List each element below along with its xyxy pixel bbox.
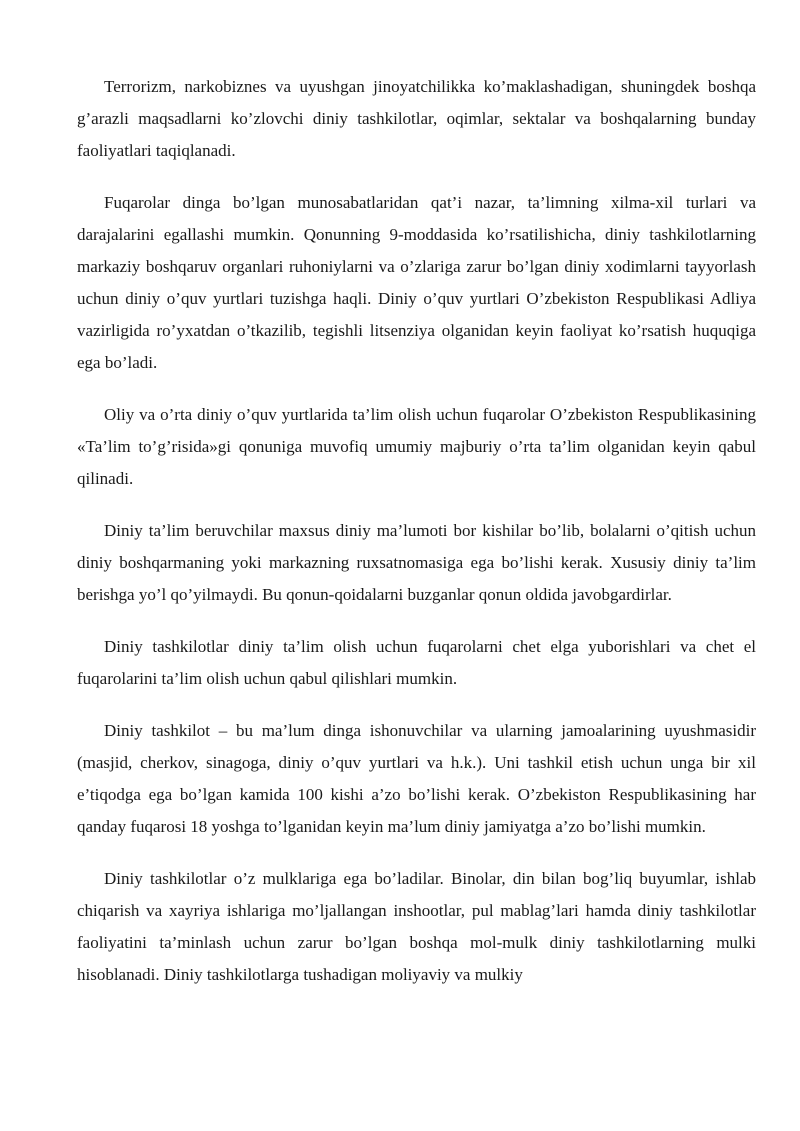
paragraph-7: Diniy tashkilotlar o’z mulklariga ega bo’ladilar. Binolar, din bilan bog’liq buyumlar, ishlab chiqarish va xayriya ishlariga mo’ljallangan inshootlar, pul mablag’lari hamda diniy tashkilotlar faoliyatini ta’minlash uchun zarur bo’lgan boshqa mol-mulk diniy tashkilotlarning mulki hisoblanadi. Diniy tashkilotlarga tushadigan moliyaviy va mulkiy — [77, 869, 756, 984]
paragraph-4: Diniy ta’lim beruvchilar maxsus diniy ma’lumoti bor kishilar bo’lib, bolalarni o’qitish uchun diniy boshqarmaning yoki markazning ruxsatnomasiga ega bo’lishi kerak. Xususiy diniy ta’lim berishga yo’l qo’yilmaydi. Bu qonun-qoidalarni buzganlar qonun oldida javobgardirlar. — [77, 521, 756, 604]
document-page — [77, 71, 756, 1011]
paragraph-2: Fuqarolar dinga bo’lgan munosabatlaridan qat’i nazar, ta’limning xilma-xil turlari va darajalarini egallashi mumkin. Qonunning 9-moddasida ko’rsatilishicha, diniy tashkilotlarning markaziy boshqaruv organlari ruhoniylarni va o’zlariga zarur bo’lgan diniy xodimlarni tayyorlash uchun diniy o’quv yurtlari tuzishga haqli. Diniy o’quv yurtlari O’zbekiston Respublikasi Adliya vazirligida ro’yxatdan o’tkazilib, tegishli litsenziya olganidan keyin faoliyat ko’rsatish huquqiga ega bo’ladi. — [77, 193, 756, 372]
paragraph-6: Diniy tashkilot – bu ma’lum dinga ishonuvchilar va ularning jamoalarining uyushmasidir (masjid, cherkov, sinagoga, diniy o’quv yurtlari va h.k.). Uni tashkil etish uchun unga bir xil e’tiqodga ega bo’lgan kamida 100 kishi a’zo bo’lishi kerak. O’zbekiston Respublikasining har qanday fuqarosi 18 yoshga to’lganidan keyin ma’lum diniy jamiyatga a’zo bo’lishi mumkin. — [77, 721, 756, 836]
paragraph-5: Diniy tashkilotlar diniy ta’lim olish uchun fuqarolarni chet elga yuborishlari va chet el fuqarolarini ta’lim olish uchun qabul qilishlari mumkin. — [77, 637, 756, 688]
paragraph-3: Oliy va o’rta diniy o’quv yurtlarida ta’lim olish uchun fuqarolar O’zbekiston Respublikasining «Ta’lim to’g’risida»gi qonuniga muvofiq umumiy majburiy o’rta ta’lim olganidan keyin qabul qilinadi. — [77, 405, 756, 488]
paragraph-1: Terrorizm, narkobiznes va uyushgan jinoyatchilikka ko’maklashadigan, shuningdek boshqa g’arazli maqsadlarni ko’zlovchi diniy tashkilotlar, oqimlar, sektalar va boshqalarning bunday faoliyatlari taqiqlanadi. — [77, 77, 756, 160]
